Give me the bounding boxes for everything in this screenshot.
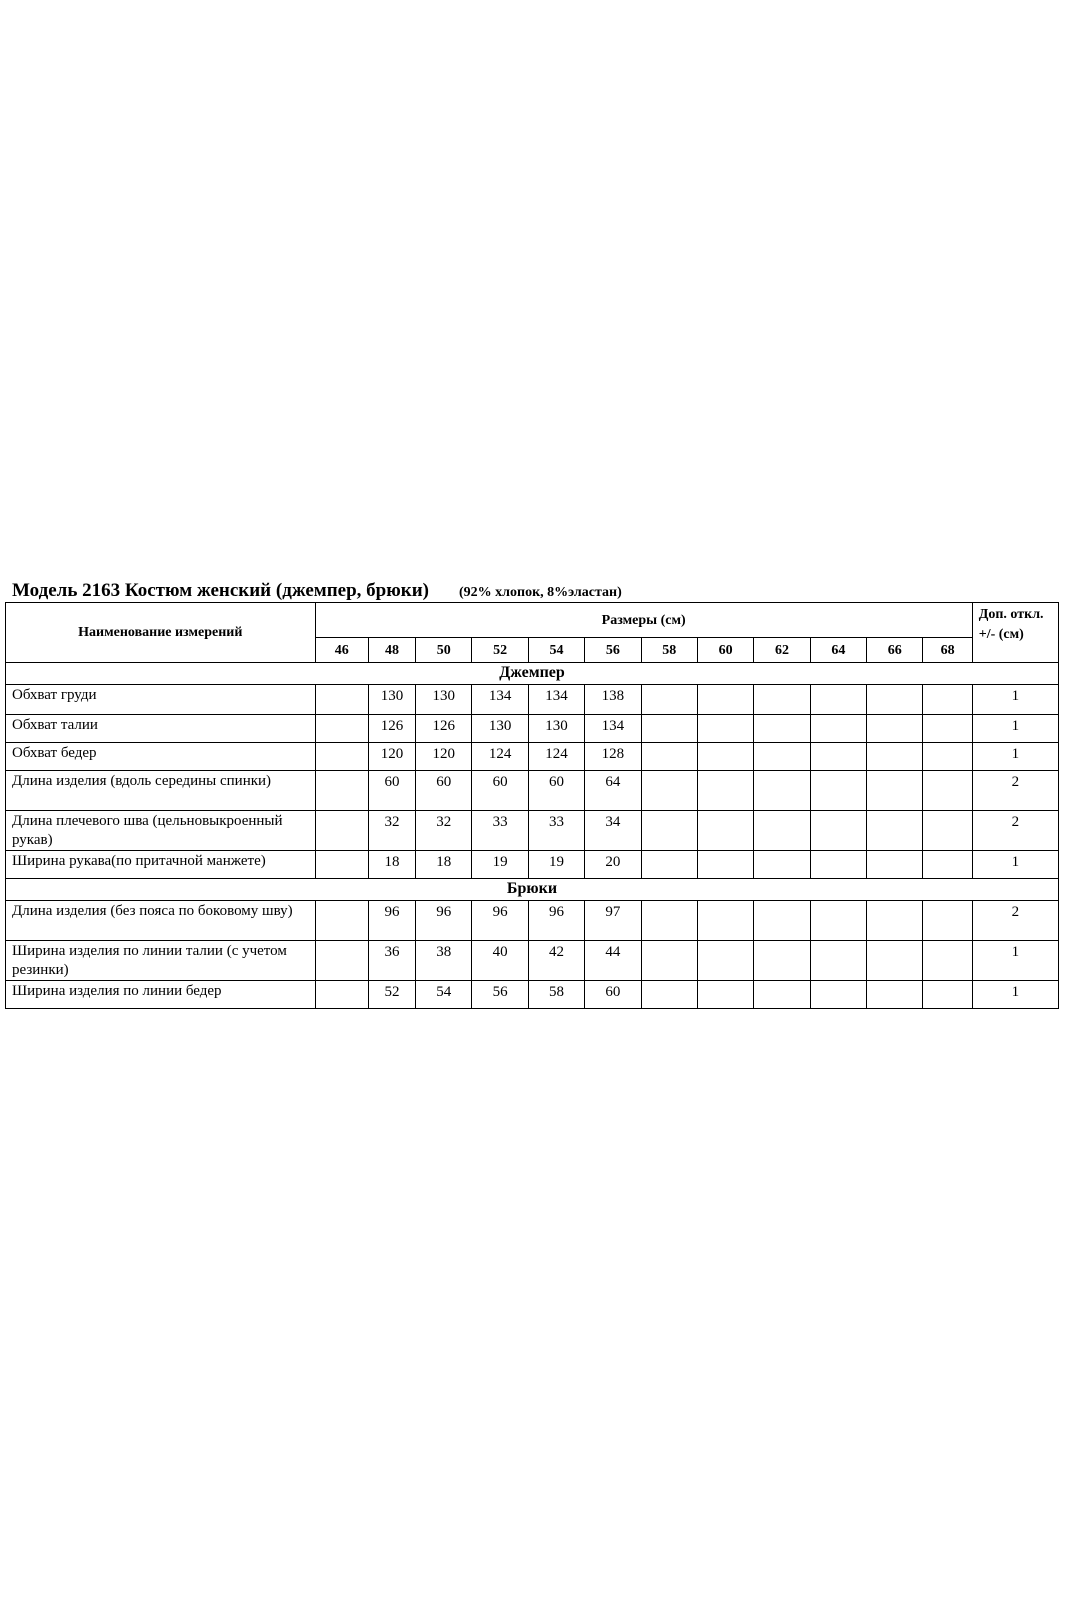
size-header-cell: 52 bbox=[472, 638, 528, 663]
measurement-value bbox=[810, 771, 866, 811]
measurement-value bbox=[923, 941, 972, 981]
measurement-value bbox=[867, 771, 923, 811]
measurement-value: 36 bbox=[368, 941, 415, 981]
measurement-value bbox=[867, 981, 923, 1009]
measurement-row bbox=[6, 715, 1059, 743]
measurement-value: 134 bbox=[528, 685, 584, 715]
size-header-cell: 54 bbox=[528, 638, 584, 663]
measurement-value bbox=[867, 715, 923, 743]
size-header-cell: 64 bbox=[810, 638, 866, 663]
measurement-value: 138 bbox=[585, 685, 641, 715]
measurement-row bbox=[6, 685, 1059, 715]
measurement-value bbox=[697, 743, 753, 771]
measurement-value bbox=[810, 981, 866, 1009]
measurement-value: 128 bbox=[585, 743, 641, 771]
measurement-value: 60 bbox=[368, 771, 415, 811]
page-title bbox=[12, 580, 622, 602]
measurement-value: 54 bbox=[416, 981, 472, 1009]
model-title: Модель 2163 Костюм женский (джемпер, брюки) bbox=[12, 580, 429, 601]
measurement-value bbox=[810, 715, 866, 743]
measurement-value bbox=[697, 715, 753, 743]
measurement-value: 42 bbox=[528, 941, 584, 981]
measurement-value: 130 bbox=[416, 685, 472, 715]
measurement-value: 97 bbox=[585, 901, 641, 941]
measurement-value: 58 bbox=[528, 981, 584, 1009]
measurement-value bbox=[754, 715, 810, 743]
size-chart-body bbox=[6, 603, 1059, 1009]
measurement-value bbox=[641, 851, 697, 879]
measurement-value: 126 bbox=[368, 715, 415, 743]
measurement-value bbox=[810, 901, 866, 941]
measurement-value bbox=[754, 743, 810, 771]
measurement-value: 134 bbox=[585, 715, 641, 743]
measurement-value bbox=[810, 743, 866, 771]
measurement-value bbox=[315, 901, 368, 941]
size-header-cell: 46 bbox=[315, 638, 368, 663]
measurement-value bbox=[923, 851, 972, 879]
measurement-value: 126 bbox=[416, 715, 472, 743]
measurement-value bbox=[810, 851, 866, 879]
measurement-label: Обхват талии bbox=[6, 715, 316, 743]
deviation-value: 1 bbox=[972, 851, 1058, 879]
size-header-cell: 58 bbox=[641, 638, 697, 663]
measurement-value: 56 bbox=[472, 981, 528, 1009]
measurement-value: 19 bbox=[528, 851, 584, 879]
measurement-value bbox=[641, 811, 697, 851]
measurement-value bbox=[867, 941, 923, 981]
fabric-composition: (92% хлопок, 8%эластан) bbox=[458, 585, 622, 600]
measurement-value bbox=[810, 685, 866, 715]
measurement-value bbox=[754, 851, 810, 879]
measurement-value bbox=[641, 981, 697, 1009]
size-header-cell: 62 bbox=[754, 638, 810, 663]
measurement-value: 130 bbox=[368, 685, 415, 715]
measurement-value bbox=[697, 901, 753, 941]
measurement-value bbox=[923, 715, 972, 743]
size-header-cell: 60 bbox=[697, 638, 753, 663]
measurement-value bbox=[697, 771, 753, 811]
measurement-value: 60 bbox=[416, 771, 472, 811]
section-title: Брюки bbox=[6, 879, 1059, 901]
measurement-value: 19 bbox=[472, 851, 528, 879]
measurement-value bbox=[923, 771, 972, 811]
measurement-value: 33 bbox=[472, 811, 528, 851]
measurement-value: 32 bbox=[368, 811, 415, 851]
section-row bbox=[6, 663, 1059, 685]
measurement-value: 96 bbox=[368, 901, 415, 941]
size-header-cell: 48 bbox=[368, 638, 415, 663]
measurement-label: Ширина рукава(по притачной манжете) bbox=[6, 851, 316, 879]
section-row bbox=[6, 879, 1059, 901]
measurement-label: Ширина изделия по линии талии (с учетом резинки) bbox=[6, 941, 316, 981]
measurement-value bbox=[754, 771, 810, 811]
measurement-value bbox=[810, 811, 866, 851]
measurement-value bbox=[315, 811, 368, 851]
measurement-value: 64 bbox=[585, 771, 641, 811]
measurement-value bbox=[315, 743, 368, 771]
measurement-label: Длина изделия (без пояса по боковому шву) bbox=[6, 901, 316, 941]
measurement-value: 130 bbox=[472, 715, 528, 743]
header-deviation: Доп. откл. +/- (см) bbox=[972, 603, 1058, 663]
measurement-value bbox=[867, 851, 923, 879]
measurement-value: 134 bbox=[472, 685, 528, 715]
measurement-value bbox=[641, 715, 697, 743]
measurement-value: 124 bbox=[472, 743, 528, 771]
measurement-value bbox=[923, 901, 972, 941]
measurement-value bbox=[754, 685, 810, 715]
measurement-label: Обхват бедер bbox=[6, 743, 316, 771]
measurement-value: 60 bbox=[472, 771, 528, 811]
measurement-value bbox=[754, 901, 810, 941]
header-sizes: Размеры (см) bbox=[315, 603, 972, 638]
size-header-cell: 50 bbox=[416, 638, 472, 663]
measurement-value bbox=[315, 981, 368, 1009]
measurement-row bbox=[6, 811, 1059, 851]
measurement-value bbox=[641, 941, 697, 981]
size-header-cell: 66 bbox=[867, 638, 923, 663]
deviation-value: 1 bbox=[972, 981, 1058, 1009]
size-header-cell: 56 bbox=[585, 638, 641, 663]
measurement-value bbox=[315, 941, 368, 981]
measurement-value bbox=[754, 941, 810, 981]
measurement-value bbox=[315, 851, 368, 879]
measurement-value: 60 bbox=[528, 771, 584, 811]
measurement-value: 33 bbox=[528, 811, 584, 851]
measurement-row bbox=[6, 743, 1059, 771]
measurement-label: Ширина изделия по линии бедер bbox=[6, 981, 316, 1009]
measurement-row bbox=[6, 941, 1059, 981]
measurement-label: Обхват груди bbox=[6, 685, 316, 715]
measurement-value bbox=[923, 811, 972, 851]
size-header-cell: 68 bbox=[923, 638, 972, 663]
measurement-value bbox=[697, 811, 753, 851]
measurement-value: 38 bbox=[416, 941, 472, 981]
measurement-value bbox=[315, 771, 368, 811]
measurement-row bbox=[6, 901, 1059, 941]
measurement-value: 120 bbox=[368, 743, 415, 771]
measurement-label: Длина плечевого шва (цельновыкроенный рукав) bbox=[6, 811, 316, 851]
deviation-value: 2 bbox=[972, 901, 1058, 941]
measurement-value bbox=[641, 743, 697, 771]
measurement-value: 18 bbox=[368, 851, 415, 879]
deviation-value: 1 bbox=[972, 685, 1058, 715]
measurement-value bbox=[867, 901, 923, 941]
measurement-value bbox=[867, 743, 923, 771]
measurement-value bbox=[923, 743, 972, 771]
measurement-value: 96 bbox=[416, 901, 472, 941]
measurement-row bbox=[6, 771, 1059, 811]
measurement-value bbox=[867, 685, 923, 715]
measurement-value bbox=[315, 685, 368, 715]
header-row-top bbox=[6, 603, 1059, 638]
measurement-value bbox=[641, 771, 697, 811]
measurement-value: 20 bbox=[585, 851, 641, 879]
section-title: Джемпер bbox=[6, 663, 1059, 685]
deviation-value: 1 bbox=[972, 941, 1058, 981]
measurement-value: 18 bbox=[416, 851, 472, 879]
measurement-row bbox=[6, 981, 1059, 1009]
measurement-value bbox=[697, 941, 753, 981]
deviation-value: 2 bbox=[972, 811, 1058, 851]
measurement-value bbox=[697, 851, 753, 879]
measurement-label: Длина изделия (вдоль середины спинки) bbox=[6, 771, 316, 811]
deviation-value: 2 bbox=[972, 771, 1058, 811]
measurement-value: 130 bbox=[528, 715, 584, 743]
deviation-value: 1 bbox=[972, 715, 1058, 743]
measurement-value bbox=[641, 901, 697, 941]
measurement-row bbox=[6, 851, 1059, 879]
header-measurement-name: Наименование измерений bbox=[6, 603, 316, 663]
measurement-value: 40 bbox=[472, 941, 528, 981]
measurement-value: 120 bbox=[416, 743, 472, 771]
measurement-value: 96 bbox=[472, 901, 528, 941]
measurement-value bbox=[754, 811, 810, 851]
measurement-value: 44 bbox=[585, 941, 641, 981]
measurement-value: 124 bbox=[528, 743, 584, 771]
measurement-value: 60 bbox=[585, 981, 641, 1009]
measurement-value: 34 bbox=[585, 811, 641, 851]
measurement-value bbox=[923, 685, 972, 715]
measurement-value bbox=[315, 715, 368, 743]
measurement-value bbox=[923, 981, 972, 1009]
measurement-value bbox=[697, 981, 753, 1009]
measurement-value bbox=[697, 685, 753, 715]
measurement-value bbox=[754, 981, 810, 1009]
measurement-value: 96 bbox=[528, 901, 584, 941]
size-chart-table bbox=[5, 602, 1059, 1009]
measurement-value bbox=[810, 941, 866, 981]
measurement-value bbox=[641, 685, 697, 715]
measurement-value bbox=[867, 811, 923, 851]
measurement-value: 32 bbox=[416, 811, 472, 851]
measurement-value: 52 bbox=[368, 981, 415, 1009]
deviation-value: 1 bbox=[972, 743, 1058, 771]
